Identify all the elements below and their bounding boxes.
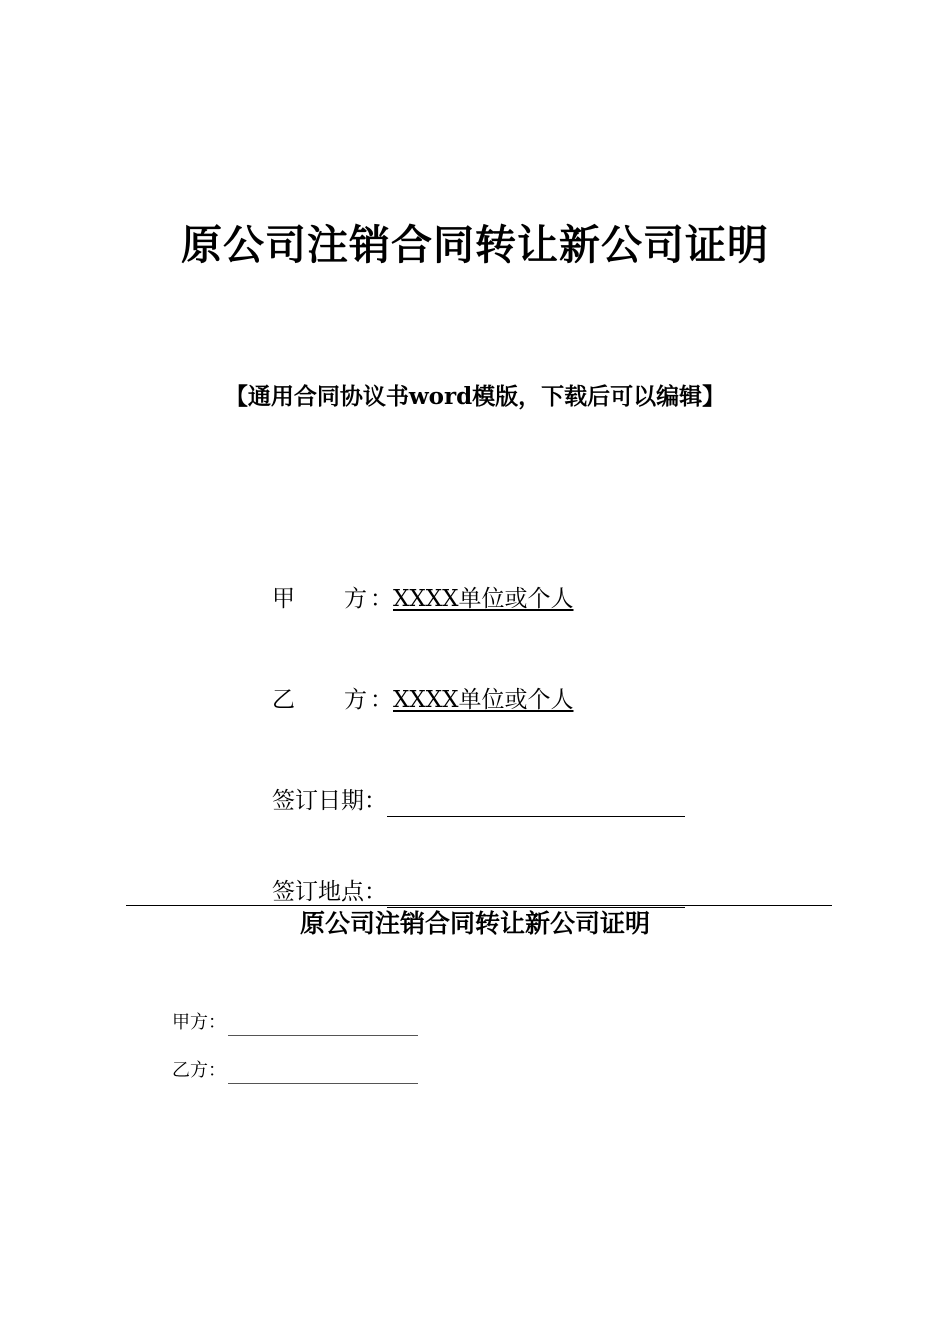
party-a-field	[272, 583, 574, 615]
party-b-label	[272, 684, 370, 716]
cover-title: 原公司注销合同转让新公司证明	[181, 221, 769, 269]
body-party-b-row	[172, 1058, 418, 1084]
body-party-b-blank	[228, 1065, 418, 1084]
party-a-label-first: 甲	[272, 586, 295, 612]
party-b-colon: ：	[370, 687, 393, 713]
sign-date-blank	[387, 792, 685, 817]
body-party-a-label: 甲方：	[172, 1012, 226, 1033]
sign-place-field	[272, 876, 685, 908]
sign-place-label: 签订地点：	[272, 879, 387, 905]
party-a-label-second: 方	[344, 586, 367, 612]
body-party-a-blank	[228, 1017, 418, 1036]
party-b-value: XXXX单位或个人	[393, 687, 574, 713]
party-a-colon: ：	[370, 586, 393, 612]
body-title: 原公司注销合同转让新公司证明	[299, 909, 650, 938]
cover-subtitle: 【通用合同协议书word模版，下载后可以编辑】	[224, 383, 726, 410]
party-b-field	[272, 684, 574, 716]
body-party-a-row	[172, 1010, 418, 1036]
party-a-value: XXXX单位或个人	[393, 586, 574, 612]
party-b-label-second: 方	[344, 687, 367, 713]
party-a-label	[272, 583, 370, 615]
sign-date-label: 签订日期：	[272, 788, 387, 814]
sign-date-field	[272, 785, 685, 817]
party-b-label-first: 乙	[272, 687, 295, 713]
body-party-b-label: 乙方：	[172, 1060, 226, 1081]
